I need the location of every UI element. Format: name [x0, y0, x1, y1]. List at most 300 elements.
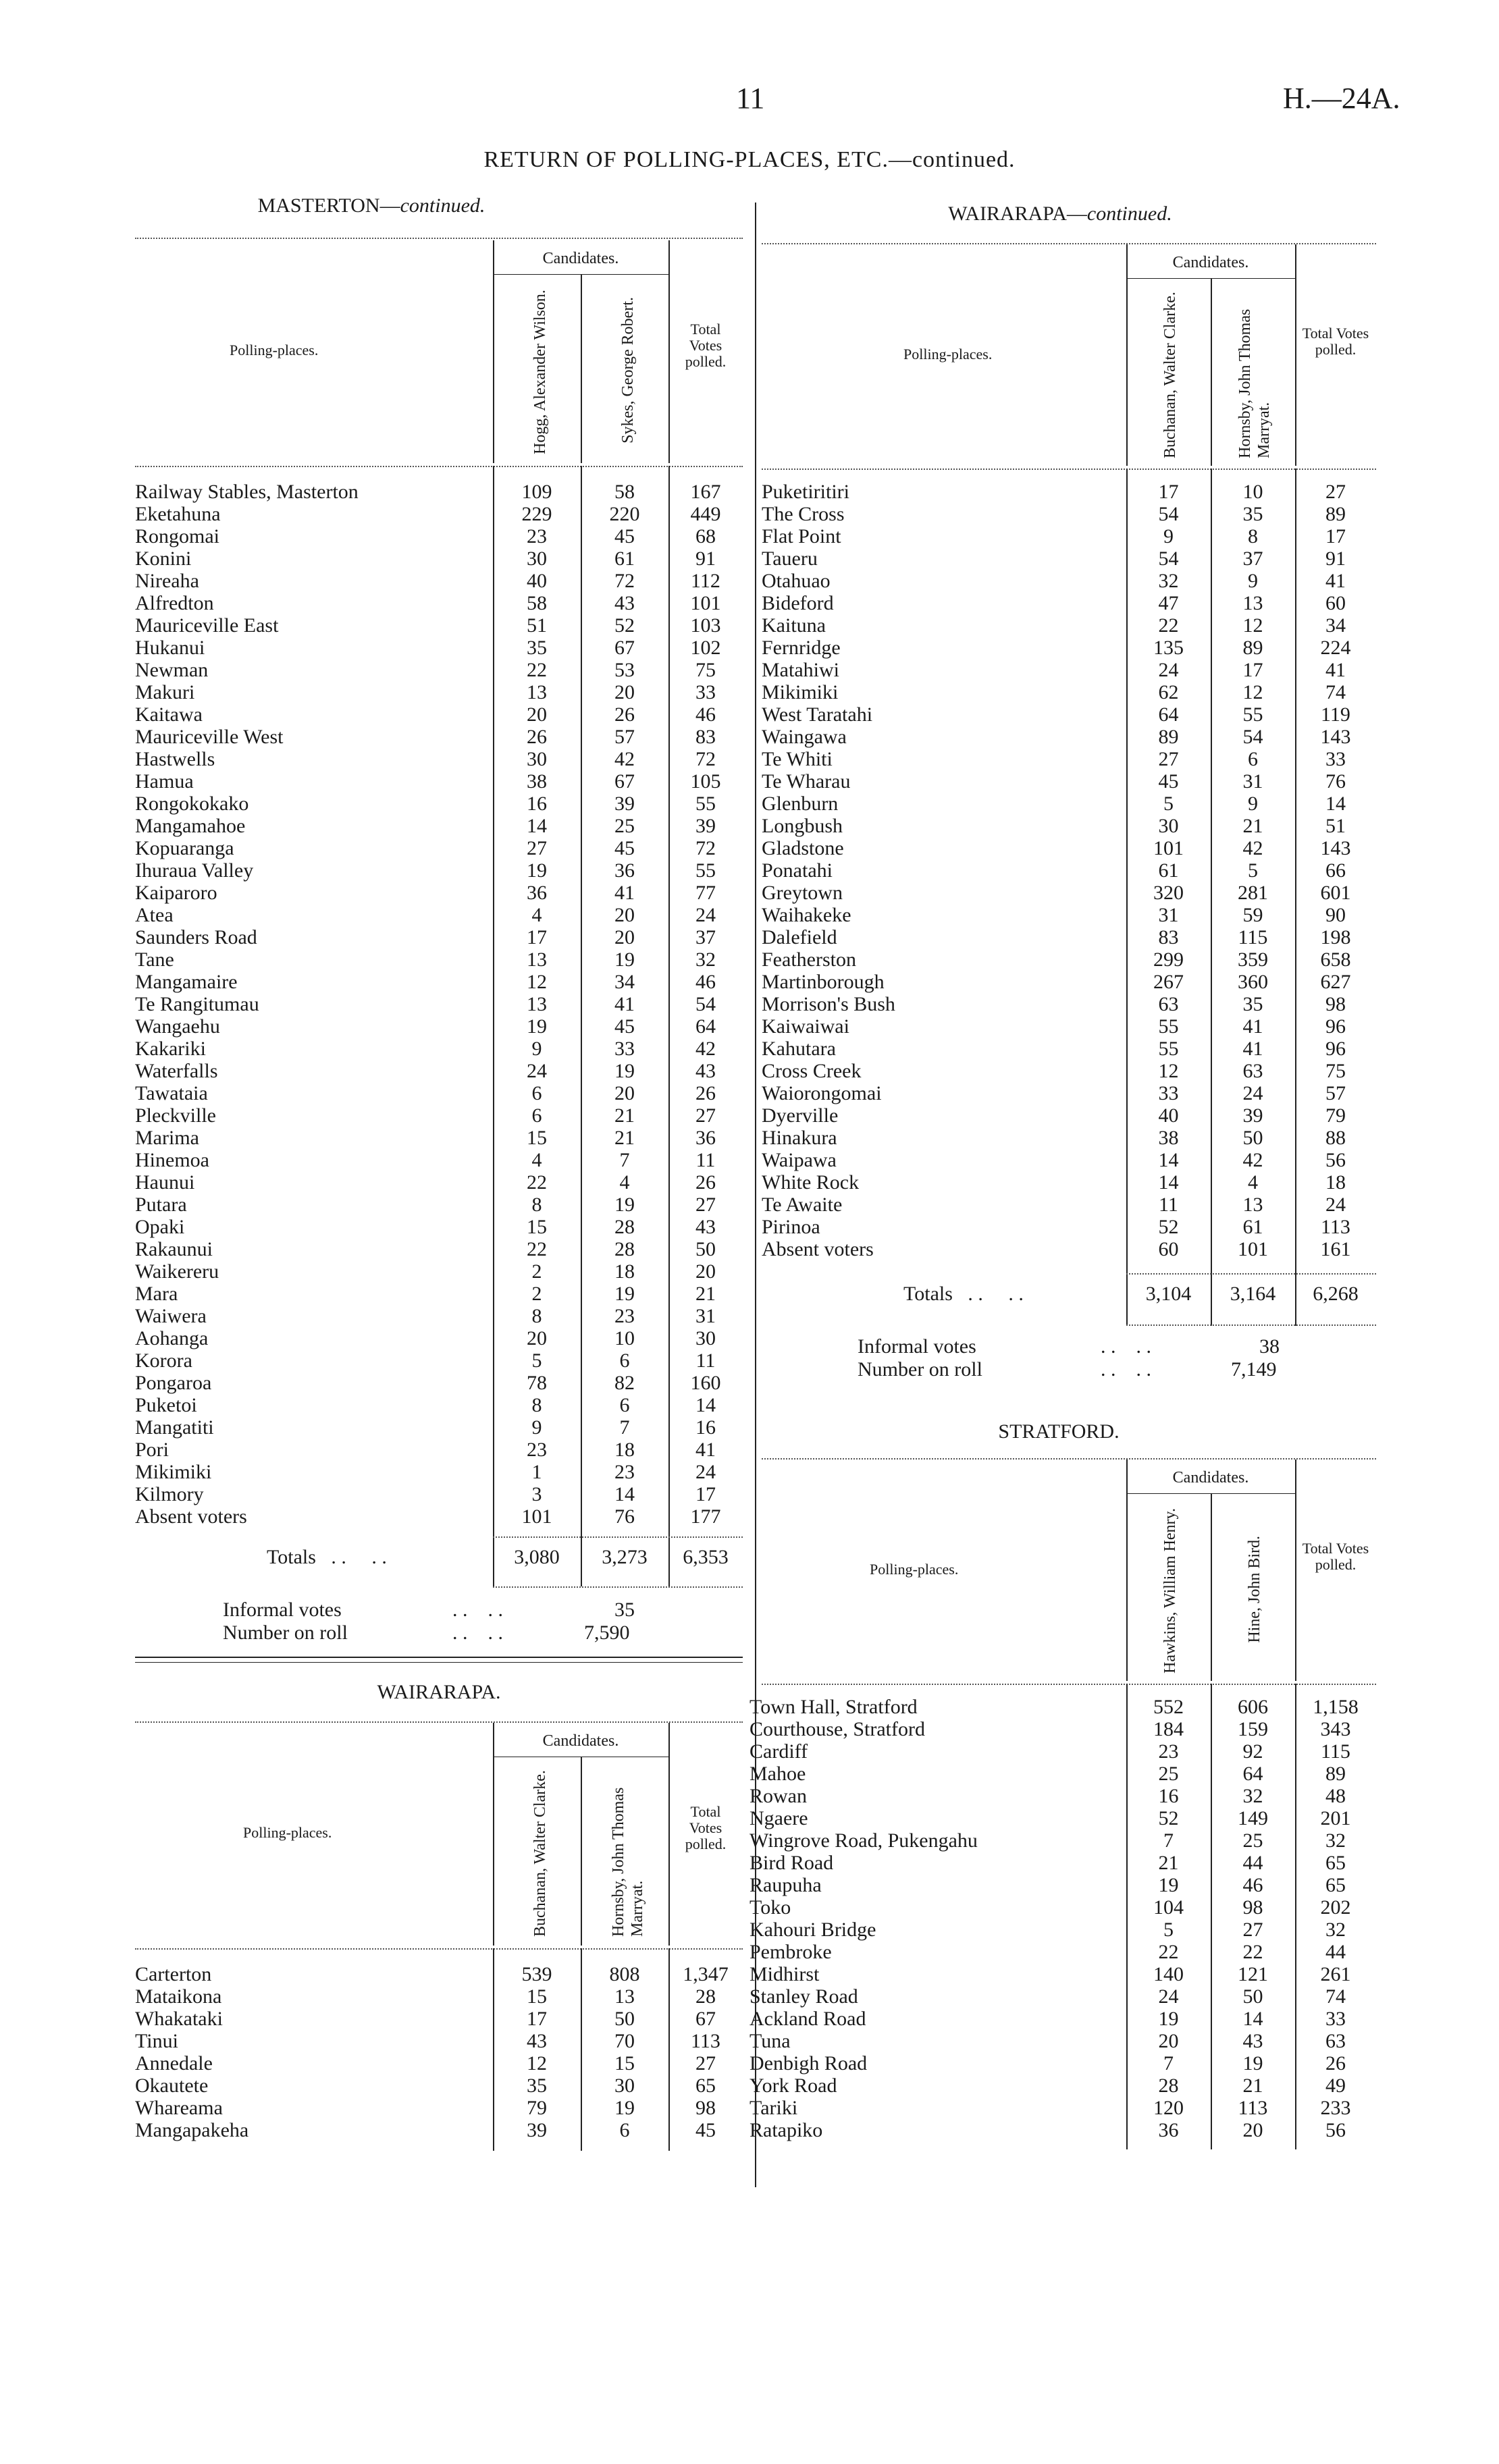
polling-place-name: Mangamaire [135, 971, 238, 993]
masterton-totals [135, 1546, 743, 1568]
table-row [750, 1896, 1376, 1919]
stratford-cand1-cell [1136, 1503, 1204, 1676]
total-votes: 46 [695, 971, 716, 993]
polling-place-name: Whakataki [135, 2008, 223, 2030]
table-row [762, 1238, 1376, 1260]
table-row [750, 1718, 1376, 1740]
masterton-table [135, 481, 743, 1528]
total-votes: 1,347 [683, 1963, 729, 1985]
candidate-1-votes: 30 [1158, 815, 1179, 837]
total-votes: 75 [1325, 1060, 1346, 1082]
candidate-2-votes: 89 [1242, 637, 1263, 659]
polling-place-name: Kaituna [762, 614, 826, 637]
wairarapa-bottom-header [135, 1723, 743, 1947]
polling-place-name: Waipawa [762, 1149, 837, 1171]
polling-place-name: Rakaunui [135, 1238, 213, 1260]
masterton-totals-c2: 3,273 [602, 1546, 648, 1568]
total-votes: 261 [1320, 1963, 1351, 1985]
polling-place-name: Toko [750, 1896, 791, 1919]
total-votes: 67 [695, 2008, 716, 2030]
polling-place-name: Rongomai [135, 525, 219, 547]
polling-place-name: Saunders Road [135, 926, 257, 948]
table-row [762, 1171, 1376, 1194]
candidate-1-votes: 89 [1158, 726, 1179, 748]
table-row [750, 1985, 1376, 2008]
table-row [762, 859, 1376, 882]
candidate-2-votes: 41 [1242, 1038, 1263, 1060]
table-row [762, 1015, 1376, 1038]
candidate-2-votes: 121 [1238, 1963, 1268, 1985]
wairarapa-top-title-suffix: continued. [1086, 203, 1172, 225]
table-row [135, 882, 743, 904]
stratford-body-vrule-1 [1126, 1684, 1128, 2149]
candidate-2-votes: 31 [1242, 770, 1263, 793]
candidate-2-votes: 41 [1242, 1015, 1263, 1038]
candidate-2-votes: 113 [1238, 2097, 1268, 2119]
wairarapa-bottom-candidate-1: Buchanan, Walter Clarke. [531, 1770, 549, 1937]
total-votes: 77 [695, 882, 716, 904]
polling-place-name: Greytown [762, 882, 843, 904]
polling-place-name: Denbigh Road [750, 2052, 868, 2074]
polling-place-name: Stanley Road [750, 1985, 858, 2008]
wairarapa-top-col-total: Total Votes polled. [1302, 325, 1369, 358]
candidate-2-votes: 46 [1242, 1874, 1263, 1896]
wairarapa-bottom-candidate-2: Hornsby, John Thomas Marryat. [610, 1787, 646, 1937]
polling-place-name: Mara [135, 1283, 178, 1305]
candidate-1-votes: 55 [1158, 1015, 1179, 1038]
candidate-1-votes: 83 [1158, 926, 1179, 948]
table-row [762, 993, 1376, 1015]
total-votes: 76 [1325, 770, 1346, 793]
polling-place-name: Tawataia [135, 1082, 208, 1104]
polling-place-name: Konini [135, 547, 192, 570]
candidate-1-votes: 3 [531, 1483, 542, 1505]
total-votes: 36 [695, 1127, 716, 1149]
table-row [750, 2097, 1376, 2119]
wairarapa-top-informal-dots: . . . . [1101, 1335, 1151, 1358]
wairarapa-top-cand2-cell [1221, 288, 1288, 460]
candidate-2-votes: 57 [614, 726, 635, 748]
polling-place-name: Marima [135, 1127, 199, 1149]
candidate-1-votes: 17 [527, 926, 547, 948]
table-row [762, 1082, 1376, 1104]
total-votes: 91 [1325, 547, 1346, 570]
candidate-1-votes: 22 [527, 659, 547, 681]
table-row [750, 1696, 1376, 1718]
table-row [135, 1104, 743, 1127]
table-row [750, 2030, 1376, 2052]
table-row [135, 1038, 743, 1060]
polling-place-name: Ngaere [750, 1807, 808, 1829]
table-row [750, 1941, 1376, 1963]
masterton-informal [223, 1599, 662, 1622]
total-votes: 50 [695, 1238, 716, 1260]
candidate-1-votes: 38 [1158, 1127, 1179, 1149]
candidate-1-votes: 43 [527, 2030, 547, 2052]
masterton-body-vrule-1 [493, 466, 494, 1586]
masterton-title-suffix: continued. [400, 194, 485, 217]
wairarapa-bottom-cand1-cell [506, 1766, 574, 1939]
table-row [762, 525, 1376, 547]
polling-place-name: Raupuha [750, 1874, 822, 1896]
table-row [135, 1238, 743, 1260]
total-votes: 198 [1320, 926, 1351, 948]
table-row [135, 1394, 743, 1416]
masterton-title-name: MASTERTON— [257, 194, 400, 217]
candidate-2-votes: 149 [1238, 1807, 1268, 1829]
polling-place-name: Newman [135, 659, 209, 681]
stratford-col-candidates: Candidates. [1172, 1469, 1249, 1487]
polling-place-name: Korora [135, 1349, 192, 1372]
masterton-informal-label: Informal votes [223, 1599, 342, 1621]
candidate-2-votes: 9 [1248, 793, 1258, 815]
table-row [135, 1305, 743, 1327]
candidate-2-votes: 19 [1242, 2052, 1263, 2074]
table-row [750, 2008, 1376, 2030]
total-votes: 74 [1325, 681, 1346, 703]
candidate-2-votes: 27 [1242, 1919, 1263, 1941]
table-row [135, 1505, 743, 1528]
polling-place-name: West Taratahi [762, 703, 873, 726]
table-row [762, 1127, 1376, 1149]
candidate-1-votes: 15 [527, 1985, 547, 2008]
total-votes: 161 [1320, 1238, 1351, 1260]
wairarapa-bottom-vrule-3 [668, 1723, 670, 1946]
table-row [762, 659, 1376, 681]
total-votes: 27 [1325, 481, 1346, 503]
candidate-1-votes: 64 [1158, 703, 1179, 726]
total-votes: 343 [1320, 1718, 1351, 1740]
page-title: RETURN OF POLLING-PLACES, ETC.—continued. [483, 147, 1016, 172]
candidate-1-votes: 17 [527, 2008, 547, 2030]
total-votes: 20 [695, 1260, 716, 1283]
wairarapa-top-table [762, 481, 1376, 1260]
wairarapa-top-cand1-cell [1136, 288, 1204, 460]
polling-place-name: Pleckville [135, 1104, 216, 1127]
candidate-2-votes: 61 [1242, 1216, 1263, 1238]
candidate-2-votes: 23 [614, 1461, 635, 1483]
polling-place-name: Kakariki [135, 1038, 206, 1060]
candidate-2-votes: 159 [1238, 1718, 1268, 1740]
candidate-1-votes: 19 [527, 1015, 547, 1038]
total-votes: 66 [1325, 859, 1346, 882]
table-row [762, 614, 1376, 637]
polling-place-name: Pirinoa [762, 1216, 820, 1238]
table-row [750, 2052, 1376, 2074]
candidate-2-votes: 220 [609, 503, 640, 525]
total-votes: 41 [1325, 659, 1346, 681]
total-votes: 113 [1321, 1216, 1350, 1238]
total-votes: 65 [1325, 1852, 1346, 1874]
masterton-col-total: Total Votes polled. [685, 321, 727, 370]
masterton-rows [135, 481, 743, 1528]
stratford-col-places: Polling-places. [870, 1561, 959, 1578]
candidate-1-votes: 120 [1153, 2097, 1184, 2119]
polling-place-name: Waingawa [762, 726, 847, 748]
table-row [750, 2074, 1376, 2097]
table-row [762, 1038, 1376, 1060]
table-row [135, 1349, 743, 1372]
polling-place-name: Pori [135, 1439, 169, 1461]
polling-place-name: Waikereru [135, 1260, 219, 1283]
total-votes: 177 [690, 1505, 721, 1528]
candidate-1-votes: 8 [531, 1394, 542, 1416]
table-row [135, 2052, 743, 2074]
candidate-2-votes: 24 [1242, 1082, 1263, 1104]
table-row [135, 1461, 743, 1483]
wairarapa-top-rows [762, 481, 1376, 1260]
table-row [762, 926, 1376, 948]
candidate-1-votes: 51 [527, 614, 547, 637]
polling-place-name: Longbush [762, 815, 843, 837]
polling-place-name: Kopuaranga [135, 837, 234, 859]
total-votes: 98 [1325, 993, 1346, 1015]
candidate-2-votes: 35 [1242, 503, 1263, 525]
table-row [135, 1149, 743, 1171]
wairarapa-top-totals-top-rule [1126, 1273, 1376, 1275]
total-votes: 64 [695, 1015, 716, 1038]
candidate-2-votes: 9 [1248, 570, 1258, 592]
candidate-2-votes: 45 [614, 837, 635, 859]
polling-place-name: Martinborough [762, 971, 885, 993]
masterton-header-rule [135, 466, 743, 467]
total-votes: 56 [1325, 2119, 1346, 2141]
candidate-1-votes: 28 [1158, 2074, 1179, 2097]
total-votes: 72 [695, 748, 716, 770]
total-votes: 89 [1325, 503, 1346, 525]
table-row [135, 971, 743, 993]
candidate-2-votes: 14 [1242, 2008, 1263, 2030]
candidate-2-votes: 28 [614, 1216, 635, 1238]
candidate-1-votes: 20 [527, 1327, 547, 1349]
table-row [135, 926, 743, 948]
candidate-1-votes: 5 [1163, 793, 1174, 815]
total-votes: 102 [690, 637, 721, 659]
table-row [135, 815, 743, 837]
wairarapa-top-body-vrule-2 [1211, 468, 1212, 1326]
polling-place-name: Alfredton [135, 592, 214, 614]
candidate-1-votes: 58 [527, 592, 547, 614]
polling-place-name: Wangaehu [135, 1015, 220, 1038]
polling-place-name: Dalefield [762, 926, 837, 948]
candidate-2-votes: 44 [1242, 1852, 1263, 1874]
table-row [762, 592, 1376, 614]
candidate-1-votes: 16 [1158, 1785, 1179, 1807]
candidate-1-votes: 9 [531, 1416, 542, 1439]
stratford-vrule-3 [1295, 1459, 1296, 1681]
candidate-1-votes: 22 [527, 1238, 547, 1260]
candidate-2-votes: 19 [614, 1194, 635, 1216]
candidate-1-votes: 79 [527, 2097, 547, 2119]
total-votes: 39 [695, 815, 716, 837]
masterton-totals-t: 6,353 [683, 1546, 729, 1568]
candidate-1-votes: 21 [1158, 1852, 1179, 1874]
polling-place-name: Ihuraua Valley [135, 859, 254, 882]
candidate-2-votes: 17 [1242, 659, 1263, 681]
candidate-2-votes: 42 [614, 748, 635, 770]
masterton-candidate-2: Sykes, George Robert. [619, 296, 637, 444]
table-row [750, 2119, 1376, 2141]
candidate-1-votes: 7 [1163, 2052, 1174, 2074]
wairarapa-top-candidate-1: Buchanan, Walter Clarke. [1161, 292, 1179, 458]
candidate-2-votes: 64 [1242, 1763, 1263, 1785]
polling-place-name: Bird Road [750, 1852, 834, 1874]
candidate-1-votes: 104 [1153, 1896, 1184, 1919]
candidate-2-votes: 101 [1238, 1238, 1268, 1260]
total-votes: 202 [1320, 1896, 1351, 1919]
candidate-2-votes: 58 [614, 481, 635, 503]
candidate-2-votes: 59 [1242, 904, 1263, 926]
table-row [762, 681, 1376, 703]
candidate-1-votes: 12 [1158, 1060, 1179, 1082]
table-row [135, 1216, 743, 1238]
candidate-1-votes: 24 [1158, 659, 1179, 681]
total-votes: 63 [1325, 2030, 1346, 2052]
total-votes: 51 [1325, 815, 1346, 837]
candidate-1-votes: 9 [531, 1038, 542, 1060]
candidate-2-votes: 67 [614, 637, 635, 659]
total-votes: 18 [1325, 1171, 1346, 1194]
total-votes: 143 [1320, 726, 1351, 748]
total-votes: 33 [695, 681, 716, 703]
polling-place-name: Taueru [762, 547, 818, 570]
masterton-col-candidates: Candidates. [542, 250, 619, 267]
candidate-1-votes: 7 [1163, 1829, 1174, 1852]
masterton-header [135, 240, 743, 464]
table-row [135, 1372, 743, 1394]
wairarapa-top-candidate-2: Hornsby, John Thomas Marryat. [1236, 309, 1273, 458]
polling-place-name: Aohanga [135, 1327, 209, 1349]
total-votes: 601 [1320, 882, 1351, 904]
polling-place-name: Haunui [135, 1171, 195, 1194]
candidate-1-votes: 60 [1158, 1238, 1179, 1260]
masterton-informal-value: 35 [614, 1599, 635, 1621]
total-votes: 96 [1325, 1038, 1346, 1060]
candidate-1-votes: 52 [1158, 1807, 1179, 1829]
total-votes: 54 [695, 993, 716, 1015]
total-votes: 103 [690, 614, 721, 637]
candidate-1-votes: 52 [1158, 1216, 1179, 1238]
stratford-candidate-2: Hine, John Bird. [1246, 1535, 1263, 1643]
table-row [135, 525, 743, 547]
polling-place-name: Kaiwaiwai [762, 1015, 849, 1038]
wairarapa-top-informal [858, 1335, 1317, 1358]
polling-place-name: Kaitawa [135, 703, 203, 726]
polling-place-name: Okautete [135, 2074, 209, 2097]
table-row [135, 1194, 743, 1216]
candidate-1-votes: 109 [521, 481, 552, 503]
polling-place-name: Hastwells [135, 748, 215, 770]
candidate-2-votes: 20 [1242, 2119, 1263, 2141]
candidate-1-votes: 62 [1158, 681, 1179, 703]
masterton-cand2-cell [601, 284, 655, 456]
candidate-1-votes: 16 [527, 793, 547, 815]
stratford-header [762, 1459, 1376, 1682]
wairarapa-bottom-body-vrule-1 [493, 1948, 494, 2151]
total-votes: 24 [695, 1461, 716, 1483]
stratford-vrule-2 [1211, 1493, 1212, 1681]
masterton-roll [223, 1622, 662, 1644]
wairarapa-top-totals [762, 1283, 1376, 1305]
candidate-2-votes: 61 [614, 547, 635, 570]
polling-place-name: Tuna [750, 2030, 791, 2052]
total-votes: 17 [695, 1483, 716, 1505]
polling-place-name: Waiwera [135, 1305, 207, 1327]
candidate-2-votes: 52 [614, 614, 635, 637]
table-row [135, 770, 743, 793]
polling-place-name: Matahiwi [762, 659, 839, 681]
candidate-1-votes: 27 [527, 837, 547, 859]
total-votes: 167 [690, 481, 721, 503]
total-votes: 32 [1325, 1919, 1346, 1941]
candidate-1-votes: 19 [1158, 2008, 1179, 2030]
polling-place-name: Ratapiko [750, 2119, 823, 2141]
table-row [762, 904, 1376, 926]
candidate-2-votes: 98 [1242, 1896, 1263, 1919]
table-row [135, 503, 743, 525]
candidate-1-votes: 27 [1158, 748, 1179, 770]
polling-place-name: Courthouse, Stratford [750, 1718, 925, 1740]
wairarapa-top-vrule-3 [1295, 244, 1296, 466]
table-row [135, 1416, 743, 1439]
wairarapa-bottom-table [135, 1963, 743, 2141]
candidate-1-votes: 267 [1153, 971, 1184, 993]
polling-place-name: Morrison's Bush [762, 993, 895, 1015]
table-row [135, 1963, 743, 1985]
candidate-2-votes: 37 [1242, 547, 1263, 570]
wairarapa-top-header [762, 244, 1376, 467]
total-votes: 43 [695, 1216, 716, 1238]
candidate-2-votes: 281 [1238, 882, 1268, 904]
polling-place-name: Dyerville [762, 1104, 839, 1127]
table-row [135, 681, 743, 703]
candidate-2-votes: 25 [1242, 1829, 1263, 1852]
candidate-1-votes: 11 [1159, 1194, 1178, 1216]
candidate-1-votes: 23 [527, 1439, 547, 1461]
wairarapa-top-totals-label: Totals . . . . [903, 1283, 1024, 1305]
polling-place-name: Absent voters [762, 1238, 874, 1260]
candidate-2-votes: 34 [614, 971, 635, 993]
candidate-1-votes: 14 [1158, 1149, 1179, 1171]
total-votes: 112 [691, 570, 720, 592]
polling-place-name: Carterton [135, 1963, 212, 1985]
stratford-cand-rule [1126, 1493, 1295, 1494]
candidate-2-votes: 45 [614, 1015, 635, 1038]
candidate-2-votes: 19 [614, 948, 635, 971]
document-reference: H.—24A. [1283, 82, 1400, 115]
table-row [135, 637, 743, 659]
candidate-1-votes: 14 [527, 815, 547, 837]
table-row [762, 503, 1376, 525]
stratford-body-vrule-2 [1211, 1684, 1212, 2149]
candidate-2-votes: 30 [614, 2074, 635, 2097]
candidate-1-votes: 24 [1158, 1985, 1179, 2008]
candidate-2-votes: 76 [614, 1505, 635, 1528]
total-votes: 88 [1325, 1127, 1346, 1149]
wairarapa-bottom-col-total: Total Votes polled. [685, 1803, 727, 1852]
candidate-1-votes: 6 [531, 1104, 542, 1127]
stratford-cand2-cell [1221, 1503, 1288, 1676]
polling-place-name: Tane [135, 948, 174, 971]
total-votes: 33 [1325, 748, 1346, 770]
total-votes: 201 [1320, 1807, 1351, 1829]
total-votes: 233 [1320, 2097, 1351, 2119]
candidate-1-votes: 4 [531, 904, 542, 926]
candidate-2-votes: 18 [614, 1439, 635, 1461]
polling-place-name: Cross Creek [762, 1060, 862, 1082]
total-votes: 11 [695, 1349, 716, 1372]
total-votes: 56 [1325, 1149, 1346, 1171]
